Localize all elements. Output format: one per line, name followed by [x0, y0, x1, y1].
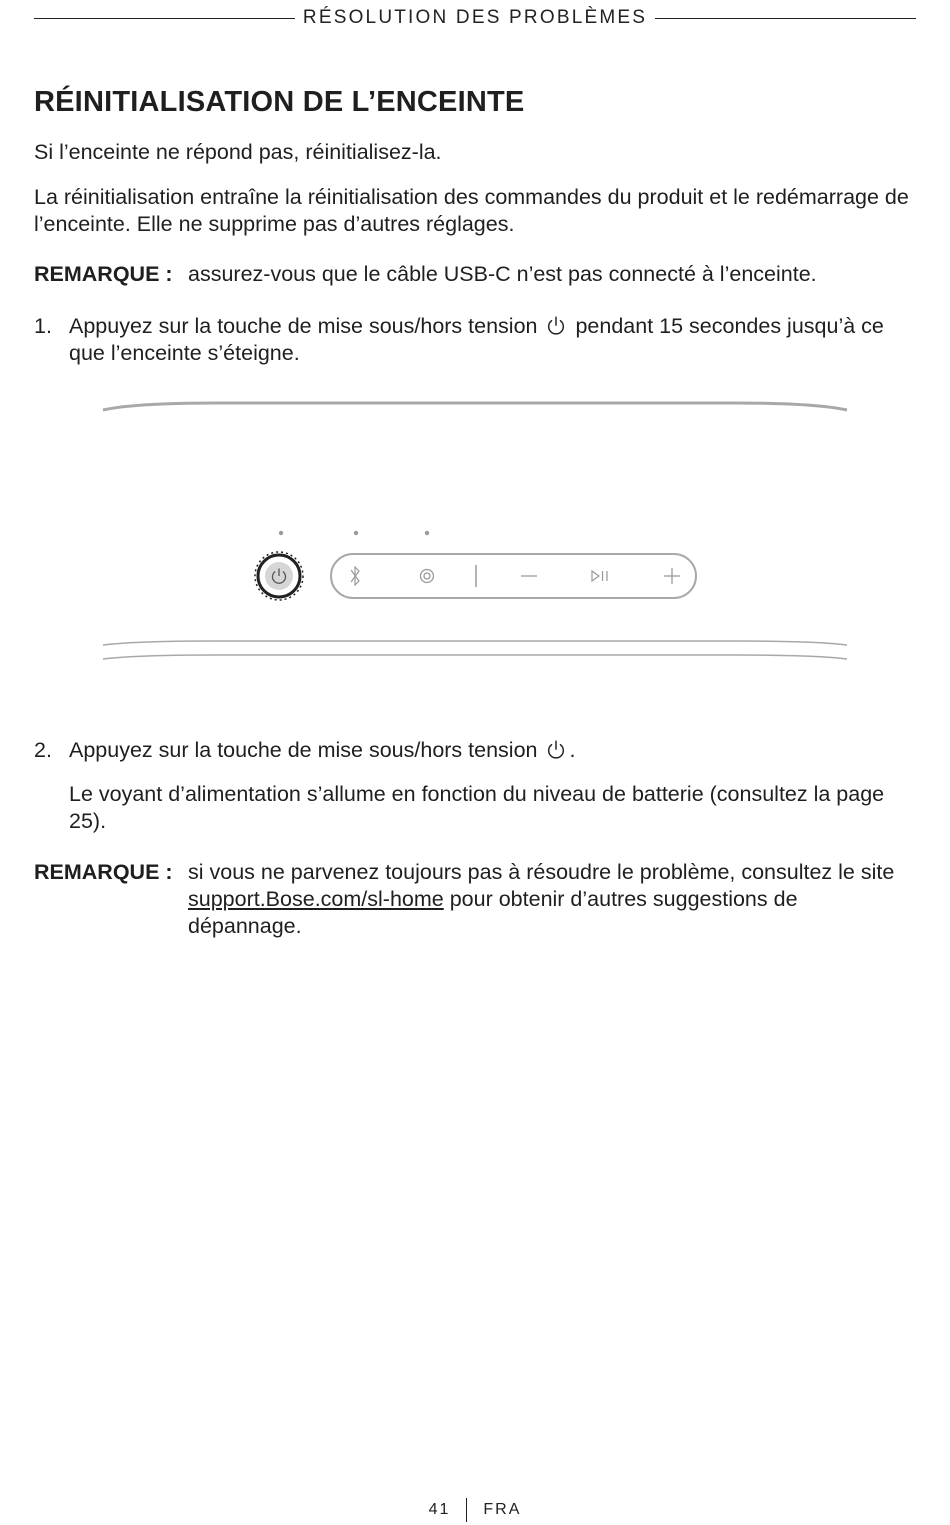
note-text-after: pour obtenir d’autres suggestions de dépannage.	[188, 887, 798, 938]
note-text-before: si vous ne parvenez toujours pas à résoudre le problème, consultez le site	[188, 860, 895, 884]
header-rule-left	[34, 18, 295, 19]
step-text	[69, 737, 914, 764]
led-indicator	[425, 531, 429, 535]
note-text: assurez-vous que le câble USB-C n’est pas connecté à l’enceinte.	[188, 262, 817, 286]
section-label: RÉSOLUTION DES PROBLÈMES	[302, 7, 648, 28]
header-rule-right	[655, 18, 916, 19]
control-pill	[331, 554, 696, 598]
note-label: REMARQUE :	[34, 860, 173, 884]
page-footer	[0, 1498, 950, 1522]
support-link[interactable]: support.Bose.com/sl-home	[188, 887, 444, 911]
step-text-before: Appuyez sur la touche de mise sous/hors tension	[69, 738, 538, 762]
step-text-after: pendant 15 secondes jusqu’à ce que l’enceinte s’éteigne.	[69, 314, 884, 365]
speaker-illustration	[95, 395, 855, 670]
note-support	[34, 859, 914, 940]
footer-separator	[466, 1498, 467, 1522]
speaker-bottom-edge	[103, 641, 847, 645]
step-number: 2.	[34, 738, 52, 762]
power-button	[255, 552, 303, 600]
section-header	[34, 6, 916, 30]
step-text-after: .	[569, 738, 576, 762]
note-text	[188, 859, 914, 940]
speaker-bottom-edge	[103, 655, 847, 659]
page-title: RÉINITIALISATION DE L’ENCEINTE	[34, 86, 525, 118]
step-text-before: Appuyez sur la touche de mise sous/hors tension	[69, 314, 538, 338]
power-icon	[545, 739, 567, 761]
intro-text: Si l’enceinte ne répond pas, réinitialisez-la.	[34, 140, 442, 164]
step-1	[34, 313, 914, 367]
step-number: 1.	[34, 314, 52, 338]
language-code: FRA	[483, 1501, 522, 1518]
description-text: La réinitialisation entraîne la réinitialisation des commandes du produit et le redémarrage de l’enceinte. Elle ne supprime pas d’autres réglages.	[34, 185, 909, 236]
power-icon	[545, 315, 567, 337]
step-2-detail: Le voyant d’alimentation s’allume en fonction du niveau de batterie (consultez la page 25).	[69, 782, 885, 833]
led-indicator	[354, 531, 358, 535]
note-usb	[34, 261, 914, 288]
page-number: 41	[428, 1501, 451, 1518]
speaker-top-edge	[103, 403, 847, 410]
led-indicator	[279, 531, 283, 535]
note-label: REMARQUE :	[34, 262, 173, 286]
step-text	[69, 313, 914, 367]
step-2	[34, 737, 914, 764]
